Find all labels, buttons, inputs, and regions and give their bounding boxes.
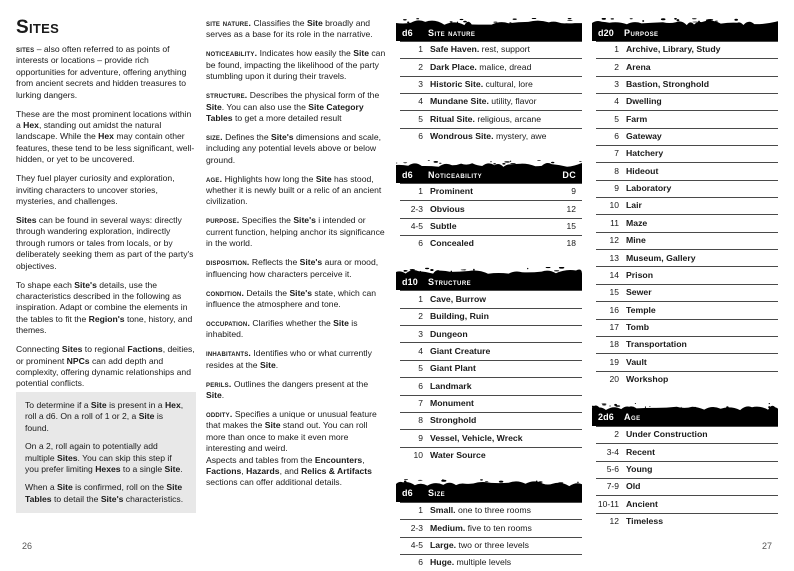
table-dice-label: 2d6	[598, 412, 614, 423]
term-label: structure.	[206, 90, 248, 101]
table-row	[400, 360, 582, 377]
row-value: Hatchery	[626, 148, 664, 159]
table-row	[400, 41, 582, 58]
table-row	[596, 162, 778, 179]
row-description: cultural, lore	[483, 79, 533, 90]
row-roll: 3	[418, 79, 423, 90]
table-row	[596, 232, 778, 249]
term-label: inhabitants.	[206, 348, 252, 359]
row-value: Arena	[626, 61, 651, 72]
row-description: utility, flavor	[488, 96, 537, 107]
row-roll: 5	[614, 113, 619, 124]
term-definition: size. Defines the Site's dimensions and scale, including any potential levels above or below ground.	[206, 131, 381, 165]
row-value: Hideout	[626, 165, 659, 176]
row-roll: 2-3	[410, 522, 423, 533]
row-value: Gateway	[626, 131, 662, 142]
row-roll: 18	[609, 339, 619, 350]
callout-paragraph: On a 2, roll again to potentially add multiple Sites. You can skip this step if you prefer limiting Hexes to a single Site.	[25, 441, 183, 474]
table-row	[400, 412, 582, 429]
page-number-left: 26	[22, 541, 33, 551]
intro-paragraph: Sites can be found in several ways: directly through wandering exploration, indirectly through rumors or tales from locals, or by deliberately seeking them as part of the party's objectives.	[16, 214, 194, 271]
table-row	[596, 180, 778, 197]
row-value: Archive, Library, Study	[626, 44, 721, 55]
row-roll: 3	[418, 328, 423, 339]
row-value: Monument	[430, 397, 474, 408]
row-roll: 5-6	[606, 463, 619, 474]
table-dice-label: d6	[402, 27, 413, 38]
row-value: Ritual Site. religious, arcane	[430, 113, 542, 124]
row-value: Huge. multiple levels	[430, 557, 512, 568]
row-value: Vessel, Vehicle, Wreck	[430, 432, 523, 443]
table-row	[596, 266, 778, 283]
table-row	[400, 290, 582, 307]
row-dc: 18	[566, 238, 576, 249]
row-roll: 10	[413, 449, 423, 460]
row-roll: 6	[418, 557, 423, 568]
row-roll: 8	[614, 165, 619, 176]
term-label: occupation.	[206, 317, 251, 328]
row-value: Prison	[626, 269, 654, 280]
row-description: five to ten rooms	[465, 522, 532, 533]
row-value: Historic Site. cultural, lore	[430, 79, 533, 90]
table-dice-label: d6	[402, 488, 413, 499]
table-title: site nature	[428, 27, 476, 38]
term-label: site nature.	[206, 18, 252, 28]
row-roll: 2	[614, 61, 619, 72]
row-value: Sewer	[626, 287, 652, 298]
table-dice-label: d20	[598, 27, 614, 38]
term-definition-list	[206, 18, 386, 455]
table-row	[596, 76, 778, 93]
row-value: Recent	[626, 446, 655, 457]
row-roll: 4	[418, 96, 423, 107]
row-value: Ancient	[626, 498, 658, 509]
row-roll: 1	[614, 44, 619, 55]
random-table	[396, 160, 582, 252]
row-roll: 3-4	[606, 446, 619, 457]
row-dc: 12	[566, 203, 576, 214]
row-roll: 1	[418, 186, 423, 197]
term-definition: structure. Describes the physical form of the Site. You can also use the Site Category Tables to get a more detailed result	[206, 90, 380, 123]
table-row	[400, 76, 582, 93]
table-row	[400, 183, 582, 200]
row-roll: 13	[609, 252, 619, 263]
intro-paragraph: These are the most prominent locations within a Hex, standing out amidst the natural landscape. While the Hex may contain other features, these tend to be less significant, well-hidden, or yet to be uncovered.	[16, 108, 195, 165]
term-definition: disposition. Reflects the Site's aura or mood, influencing how characters perceive it.	[206, 257, 379, 279]
table-title: purpose	[624, 27, 659, 38]
table-row	[596, 128, 778, 145]
row-roll: 10	[609, 200, 619, 211]
row-value: Tomb	[626, 321, 649, 332]
random-table	[592, 18, 778, 388]
row-value: Workshop	[626, 373, 669, 384]
term-label: age.	[206, 173, 223, 184]
term-definition: noticeability. Indicates how easily the Site can be found, impacting the likelihood of the party stumbling upon it during their travels.	[206, 48, 386, 82]
row-roll: 16	[609, 304, 619, 315]
table-row	[400, 308, 582, 325]
row-roll: 6	[614, 131, 619, 142]
row-roll: 7	[418, 397, 423, 408]
row-roll: 2	[418, 61, 423, 72]
row-roll: 2	[418, 311, 423, 322]
random-table	[592, 403, 778, 530]
table-dice-label: d10	[402, 276, 418, 287]
row-value: Cave, Burrow	[430, 293, 487, 304]
term-definition: occupation. Clarifies whether the Site is inhabited.	[206, 317, 358, 340]
intro-paragraph: They fuel player curiosity and exploration, inviting characters to uncover stories, mysteries, and challenges.	[16, 173, 175, 207]
term-definition: perils. Outlines the dangers present at the Site.	[206, 378, 369, 400]
term-label: purpose.	[206, 215, 240, 226]
column-left-text-2	[206, 18, 386, 555]
row-value: Dwelling	[626, 96, 662, 107]
row-value: Stronghold	[430, 415, 477, 426]
closing-note: Aspects and tables from the Encounters, Factions, Hazards, and Relics & Artifacts sections can offer additional details.	[206, 454, 372, 488]
row-value: Vault	[626, 356, 647, 367]
row-roll: 15	[609, 287, 619, 298]
table-row	[400, 342, 582, 359]
term-definition: condition. Details the Site's state, which can influence the atmosphere and tone.	[206, 287, 377, 309]
row-value: Timeless	[626, 515, 664, 526]
table-row	[400, 447, 582, 464]
table-header	[592, 403, 778, 426]
random-table	[396, 267, 582, 463]
row-roll: 5	[418, 113, 423, 124]
page-number-right: 27	[761, 541, 772, 551]
row-description: one to three rooms	[455, 505, 531, 516]
row-description: two or three levels	[456, 539, 529, 550]
row-value: Old	[626, 481, 641, 492]
row-value: Giant Plant	[430, 363, 476, 374]
table-row	[596, 214, 778, 231]
table-row	[400, 218, 582, 235]
term-label: noticeability.	[206, 48, 258, 59]
page-title: Sites	[16, 17, 60, 38]
callout-paragraph: When a Site is confirmed, roll on the Site Tables to detail the Site's characteristics.	[25, 482, 184, 504]
row-value: Temple	[626, 304, 656, 315]
row-roll: 10-11	[597, 498, 619, 509]
table-row	[596, 93, 778, 110]
row-value: Young	[626, 463, 653, 474]
table-row	[596, 145, 778, 162]
table-row	[400, 325, 582, 342]
row-roll: 1	[418, 44, 423, 55]
row-value: Building, Ruin	[430, 311, 489, 322]
table-row	[596, 426, 778, 443]
intro-paragraph: To shape each Site's details, use the characteristics described in the following as inspiration. Adapt or combine the elements in the tables to fit the Region's tone, history, and themes.	[16, 279, 193, 336]
table-header	[592, 18, 778, 41]
table-row	[400, 110, 582, 127]
callout-paragraph: To determine if a Site is present in a Hex, roll a d6. On a roll of 1 or 2, a Site is found.	[25, 399, 184, 433]
row-value: Concealed	[430, 238, 474, 249]
table-header	[396, 18, 582, 41]
row-value: Subtle	[430, 221, 457, 232]
intro-paragraph: Connecting Sites to regional Factions, deities, or prominent NPCs can add depth and complexity, offering dynamic relationships and potential conflicts.	[16, 344, 195, 389]
row-value: Water Source	[430, 449, 486, 460]
term-label: size.	[206, 131, 223, 142]
column-left-text-1	[16, 18, 196, 555]
row-roll: 17	[609, 321, 619, 332]
table-row	[596, 371, 778, 388]
row-value: Farm	[626, 113, 648, 124]
table-row	[596, 443, 778, 460]
table-header	[396, 479, 582, 502]
row-value: Obvious	[430, 203, 465, 214]
row-value: Dungeon	[430, 328, 468, 339]
row-value: Giant Creature	[430, 345, 491, 356]
table-row	[400, 58, 582, 75]
row-value: Museum, Gallery	[626, 252, 696, 263]
term-definition: site nature. Classifies the Site broadly and serves as a base for its role in the narrative.	[206, 18, 373, 40]
row-roll: 7-9	[606, 481, 619, 492]
row-roll: 11	[610, 217, 619, 228]
table-row	[596, 353, 778, 370]
table-title: age	[624, 412, 641, 423]
row-description: rest, support	[479, 44, 530, 55]
term-definition: purpose. Specifies the Site's i intended or current function, helping anchor its significance in the world.	[206, 215, 385, 249]
row-value: Medium. five to ten rooms	[430, 522, 532, 533]
table-row	[400, 429, 582, 446]
row-dc: 9	[571, 186, 576, 197]
row-value: Small. one to three rooms	[430, 505, 531, 516]
row-roll: 20	[609, 373, 619, 384]
row-value: Mine	[626, 235, 646, 246]
table-dice-label: d6	[402, 169, 413, 180]
row-value: Wondrous Site. mystery, awe	[430, 131, 547, 142]
row-roll: 2	[614, 429, 619, 440]
term-definition: inhabitants. Identifies who or what currently resides at the Site.	[206, 348, 372, 370]
table-row	[400, 235, 582, 252]
row-roll: 3	[614, 79, 619, 90]
table-row	[596, 110, 778, 127]
row-roll: 4-5	[410, 221, 423, 232]
row-value: Bastion, Stronghold	[626, 79, 710, 90]
table-title: structure	[428, 276, 472, 287]
random-table	[396, 479, 582, 571]
table-header	[396, 267, 582, 290]
row-value: Safe Haven. rest, support	[430, 44, 530, 55]
row-description: multiple levels	[454, 557, 512, 568]
row-value: Mundane Site. utility, flavor	[430, 96, 537, 107]
table-title: noticeability	[428, 169, 483, 180]
table-row	[596, 249, 778, 266]
table-row	[400, 554, 582, 571]
row-roll: 4-5	[410, 539, 423, 550]
table-row	[400, 502, 582, 519]
row-description: religious, arcane	[474, 113, 542, 124]
table-row	[596, 41, 778, 58]
row-roll: 1	[418, 293, 423, 304]
term-label: condition.	[206, 287, 245, 298]
row-roll: 9	[614, 183, 619, 194]
term-label: oddity.	[206, 408, 233, 419]
table-row	[400, 519, 582, 536]
table-dc-header: DC	[562, 169, 576, 180]
term-label: disposition.	[206, 257, 250, 268]
term-definition: age. Highlights how long the Site has stood, whether it is newly built or a relic of an ancient civilization.	[206, 173, 382, 207]
term-label: perils.	[206, 378, 232, 389]
row-roll: 2-3	[410, 203, 423, 214]
table-row	[596, 478, 778, 495]
row-roll: 4	[614, 96, 619, 107]
table-row	[400, 537, 582, 554]
row-roll: 6	[418, 131, 423, 142]
row-value: Landmark	[430, 380, 472, 391]
row-value: Maze	[626, 217, 648, 228]
table-row	[400, 93, 582, 110]
column-right-tables-2	[592, 18, 778, 555]
row-value: Under Construction	[626, 429, 708, 440]
row-roll: 4	[418, 345, 423, 356]
table-row	[596, 495, 778, 512]
intro-paragraph: sites – also often referred to as points of interests or locations – provide rich opportunities for adventure, offering anything from ancient secrets and hidden treasures to lurking dangers.	[16, 44, 187, 100]
table-title: size	[428, 488, 446, 499]
row-roll: 6	[418, 380, 423, 391]
table-row	[400, 377, 582, 394]
row-roll: 5	[418, 363, 423, 374]
table-row	[400, 395, 582, 412]
row-roll: 14	[609, 269, 619, 280]
table-row	[596, 513, 778, 530]
row-roll: 12	[609, 235, 619, 246]
row-description: malice, dread	[476, 61, 532, 72]
table-row	[596, 58, 778, 75]
site-presence-callout	[16, 392, 196, 513]
table-row	[596, 284, 778, 301]
row-value: Lair	[626, 200, 642, 211]
table-row	[400, 200, 582, 217]
table-header	[396, 160, 582, 183]
table-row	[596, 319, 778, 336]
row-roll: 12	[609, 515, 619, 526]
table-row	[596, 301, 778, 318]
row-value: Transportation	[626, 339, 687, 350]
intro-paragraph-list	[16, 44, 196, 390]
row-value: Laboratory	[626, 183, 672, 194]
row-value: Prominent	[430, 186, 473, 197]
table-row	[596, 461, 778, 478]
table-row	[400, 128, 582, 145]
row-description: mystery, awe	[493, 131, 547, 142]
row-roll: 9	[418, 432, 423, 443]
row-value: Large. two or three levels	[430, 539, 529, 550]
paragraph-lead: sites	[16, 44, 35, 54]
table-row	[596, 197, 778, 214]
row-value: Dark Place. malice, dread	[430, 61, 532, 72]
column-right-tables-1	[396, 18, 582, 568]
term-definition: oddity. Specifies a unique or unusual feature that makes the Site stand out. You can roll more than once to make it even more interesting and weird.	[206, 408, 377, 454]
row-dc: 15	[566, 221, 576, 232]
row-roll: 8	[418, 415, 423, 426]
row-roll: 7	[614, 148, 619, 159]
random-table	[396, 18, 582, 145]
row-roll: 19	[609, 356, 619, 367]
row-roll: 1	[418, 505, 423, 516]
row-roll: 6	[418, 238, 423, 249]
table-row	[596, 336, 778, 353]
